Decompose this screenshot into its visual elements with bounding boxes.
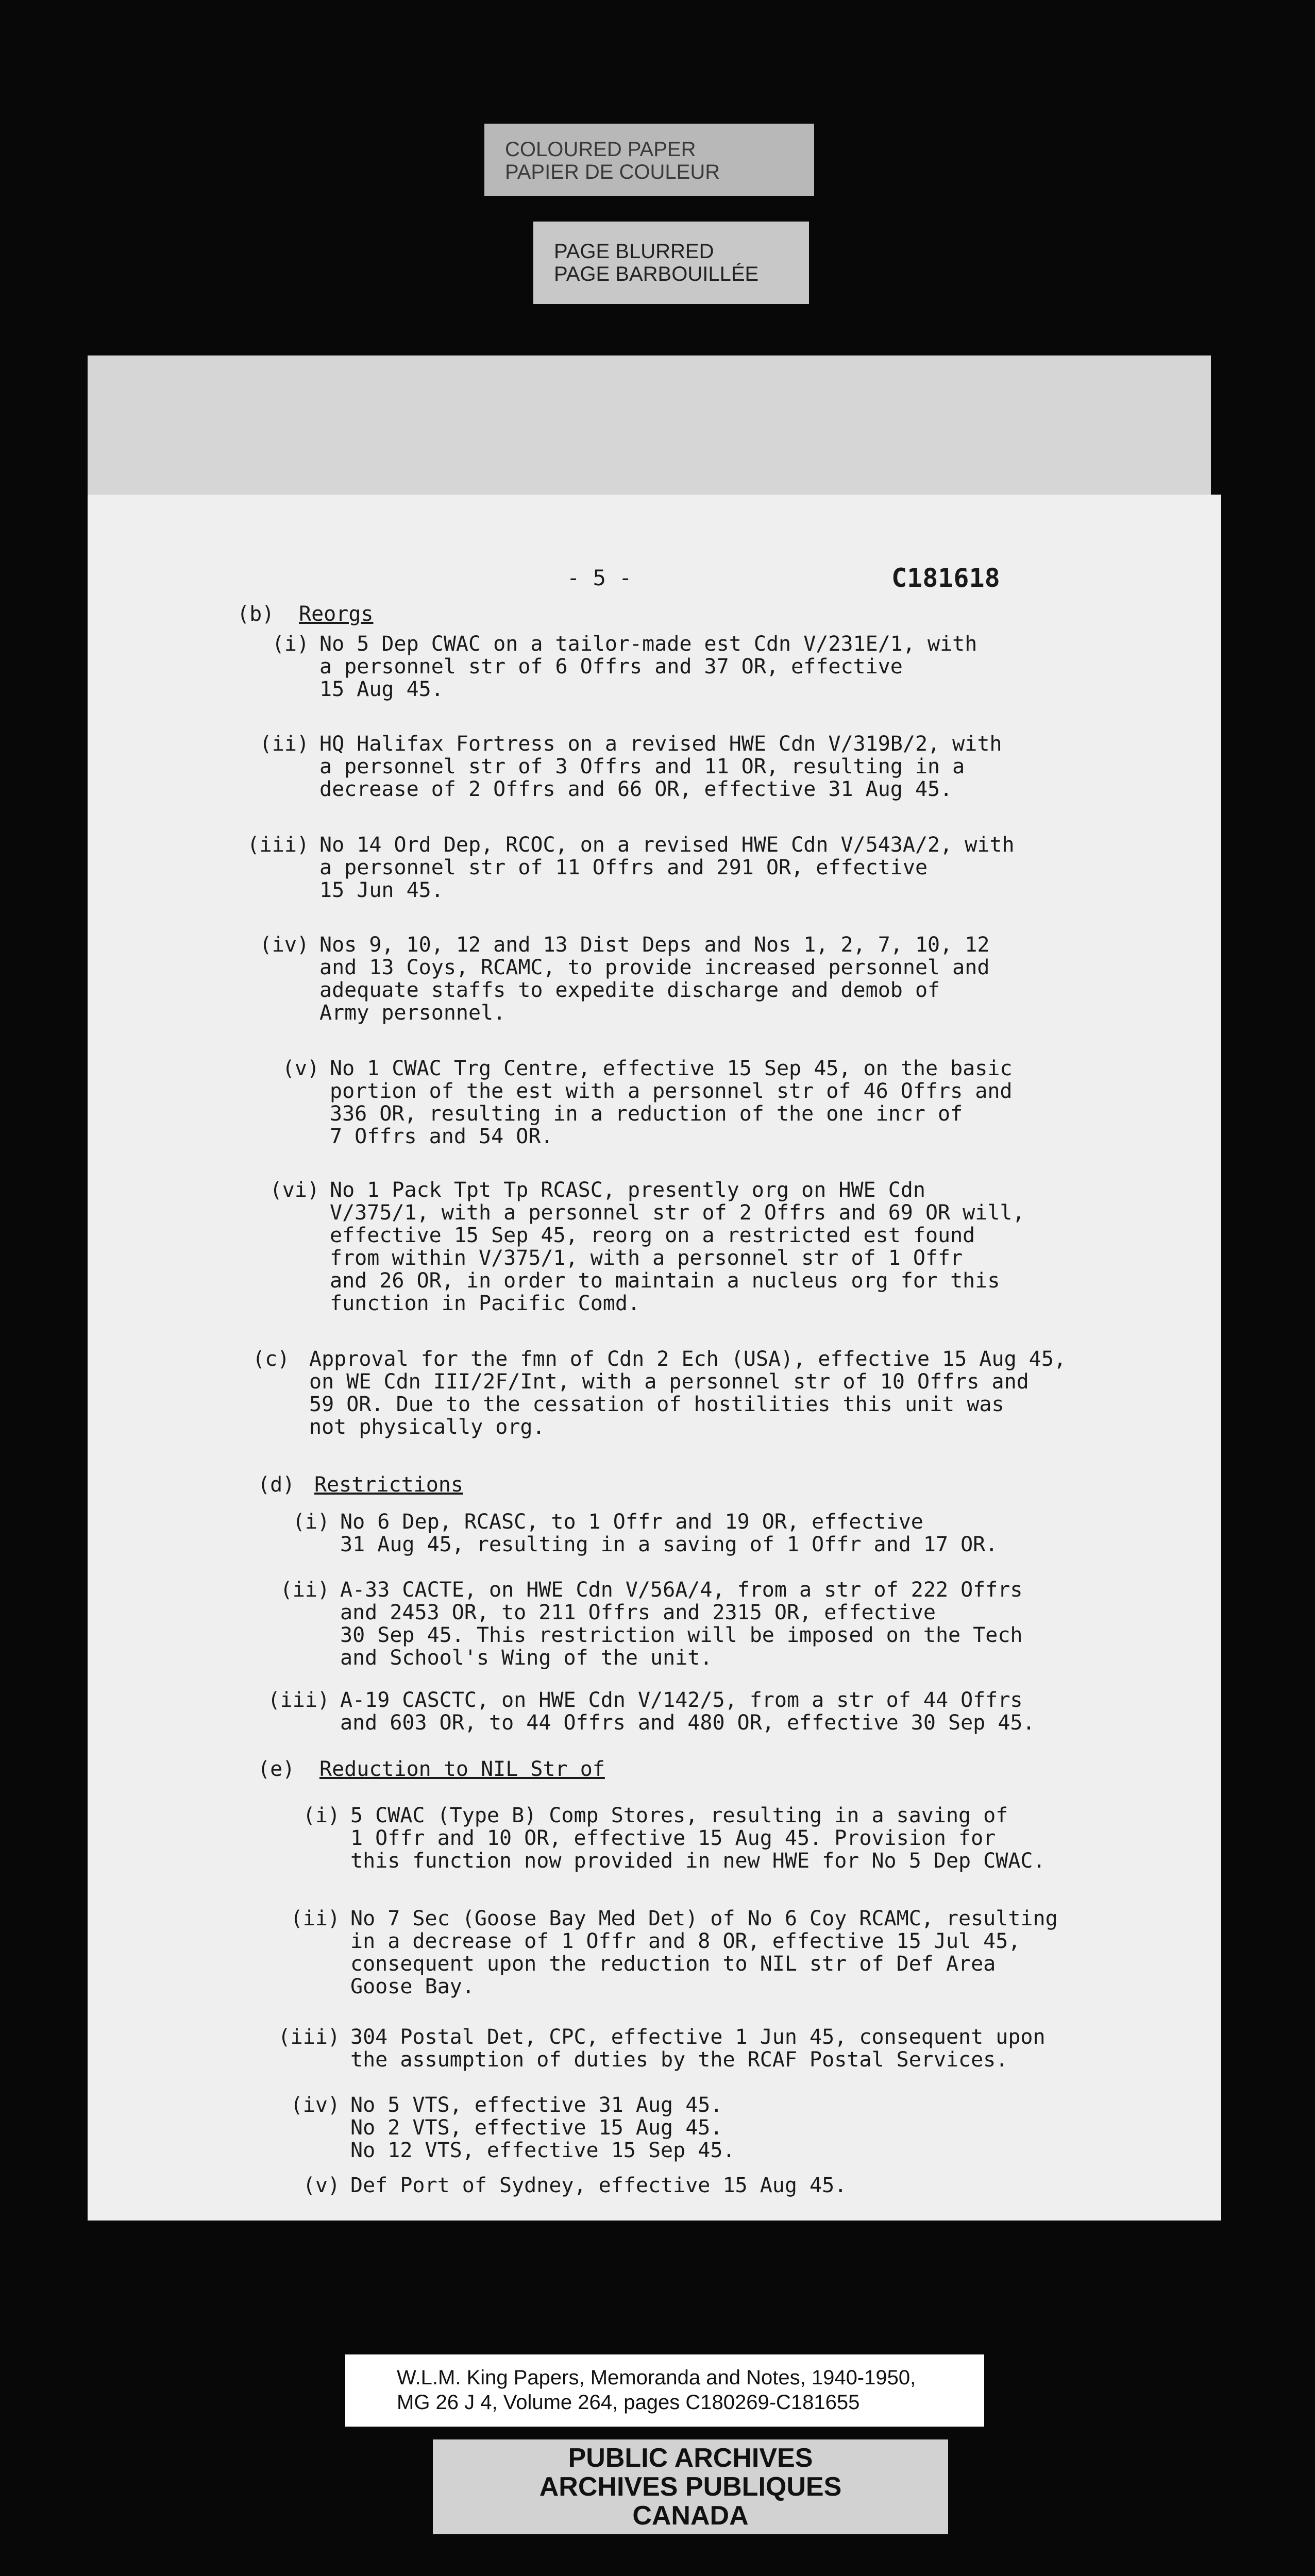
item-number: (iv) [259,933,309,957]
archives-stamp-line-2: ARCHIVES PUBLIQUES [539,2472,842,2502]
item-text: Nos 9, 10, 12 and 13 Dist Deps and Nos 1, 2, 7, 10, 12 and 13 Coys, RCAMC, to provide increased personnel and adequate staffs to expedite discharge and demob of Army personnel. [319,933,990,1025]
item-number: (iv) [290,2093,340,2117]
item-number: (v) [302,2174,340,2197]
section-e-marker: (e) [258,1757,295,1781]
coloured-paper-label-en: COLOURED PAPER [505,138,696,161]
item-number: (ii) [259,732,309,756]
item-text: No 1 Pack Tpt Tp RCASC, presently org on HWE Cdn V/375/1, with a personnel str of 2 Offrs and 69 OR will, effective 15 Sep 45, reorg on a restricted est found from within V/375/1, with a personnel str of 1 Offr and 26 OR, in order to maintain a nucleus org for this function in Pacific Comd. [330,1178,1025,1315]
item-text: No 6 Dep, RCASC, to 1 Offr and 19 OR, effective 31 Aug 45, resulting in a saving of 1 Offr and 17 OR. [340,1510,998,1556]
item-number: (iii) [247,833,309,857]
citation-line-2: MG 26 J 4, Volume 264, pages C180269-C181655 [397,2391,860,2414]
item-text: HQ Halifax Fortress on a revised HWE Cdn V/319B/2, with a personnel str of 3 Offrs and 11 OR, resulting in a decrease of 2 Offrs and 66 OR, effective 31 Aug 45. [319,732,1002,801]
item-number: (iii) [267,1688,330,1712]
item-number: (iii) [278,2025,340,2049]
section-b-heading: Reorgs [299,602,374,626]
underlying-sheet [88,355,1211,505]
archives-stamp-line-1: PUBLIC ARCHIVES [568,2443,813,2473]
archives-stamp [433,2439,948,2534]
document-body [88,495,1221,2221]
section-d-marker: (d) [258,1473,295,1497]
page-number: - 5 - [567,565,632,590]
page-blurred-label [533,222,809,304]
item-text: No 5 VTS, effective 31 Aug 45. No 2 VTS, effective 15 Aug 45. No 12 VTS, effective 15 Sep 45. [350,2093,735,2162]
item-text: A-19 CASCTC, on HWE Cdn V/142/5, from a str of 44 Offrs and 603 OR, to 44 Offrs and 480 OR, effective 30 Sep 45. [340,1688,1035,1735]
item-text: Def Port of Sydney, effective 15 Aug 45. [350,2174,847,2197]
item-text: 5 CWAC (Type B) Comp Stores, resulting in a saving of 1 Offr and 10 OR, effective 15 Aug 45. Provision for this function now provided in new HWE for No 5 Dep CWAC. [350,1804,1046,1873]
item-text: No 1 CWAC Trg Centre, effective 15 Sep 45, on the basic portion of the est with a personnel str of 46 Offrs and 336 OR, resulting in a reduction of the one incr of 7 Offrs and 54 OR. [330,1057,1013,1148]
item-number: (ii) [280,1578,330,1602]
item-text: A-33 CACTE, on HWE Cdn V/56A/4, from a str of 222 Offrs and 2453 OR, to 211 Offrs and 2315 OR, effective 30 Sep 45. This restriction will be imposed on the Tech and School's Wing of the unit. [340,1578,1023,1670]
page-blurred-label-en: PAGE BLURRED [554,240,714,263]
page-blurred-label-fr: PAGE BARBOUILLÉE [554,263,759,285]
item-number: (i) [272,632,309,656]
item-number: (vi) [269,1178,319,1202]
section-b-marker: (b) [237,602,275,626]
coloured-paper-label [484,124,814,196]
item-number: (i) [302,1804,340,1827]
citation-box [345,2354,984,2427]
section-d-heading: Restrictions [314,1473,463,1497]
document-id: C181618 [891,563,1000,593]
item-number: (ii) [290,1907,340,1930]
section-c-marker: (c) [252,1347,290,1371]
item-text: No 14 Ord Dep, RCOC, on a revised HWE Cdn V/543A/2, with a personnel str of 11 Offrs and 291 OR, effective 15 Jun 45. [319,833,1015,902]
item-text: 304 Postal Det, CPC, effective 1 Jun 45, consequent upon the assumption of duties by the RCAF Postal Services. [350,2025,1046,2072]
section-e-heading: Reduction to NIL Str of [319,1757,605,1781]
item-text: No 5 Dep CWAC on a tailor-made est Cdn V/231E/1, with a personnel str of 6 Offrs and 37 OR, effective 15 Aug 45. [319,632,977,701]
citation-line-1: W.L.M. King Papers, Memoranda and Notes, 1940-1950, [397,2366,916,2389]
coloured-paper-label-fr: PAPIER DE COULEUR [505,161,720,183]
item-number: (i) [292,1510,330,1534]
archives-stamp-line-3: CANADA [632,2501,749,2531]
document-page [88,495,1221,2221]
item-text: No 7 Sec (Goose Bay Med Det) of No 6 Coy RCAMC, resulting in a decrease of 1 Offr and 8 OR, effective 15 Jul 45, consequent upon the reduction to NIL str of Def Area Goose Bay. [350,1907,1058,1998]
item-number: (v) [282,1057,319,1080]
section-c-text: Approval for the fmn of Cdn 2 Ech (USA), effective 15 Aug 45, on WE Cdn III/2F/Int, with a personnel str of 10 Offrs and 59 OR. Due to the cessation of hostilities this unit was not physically org. [309,1347,1067,1439]
